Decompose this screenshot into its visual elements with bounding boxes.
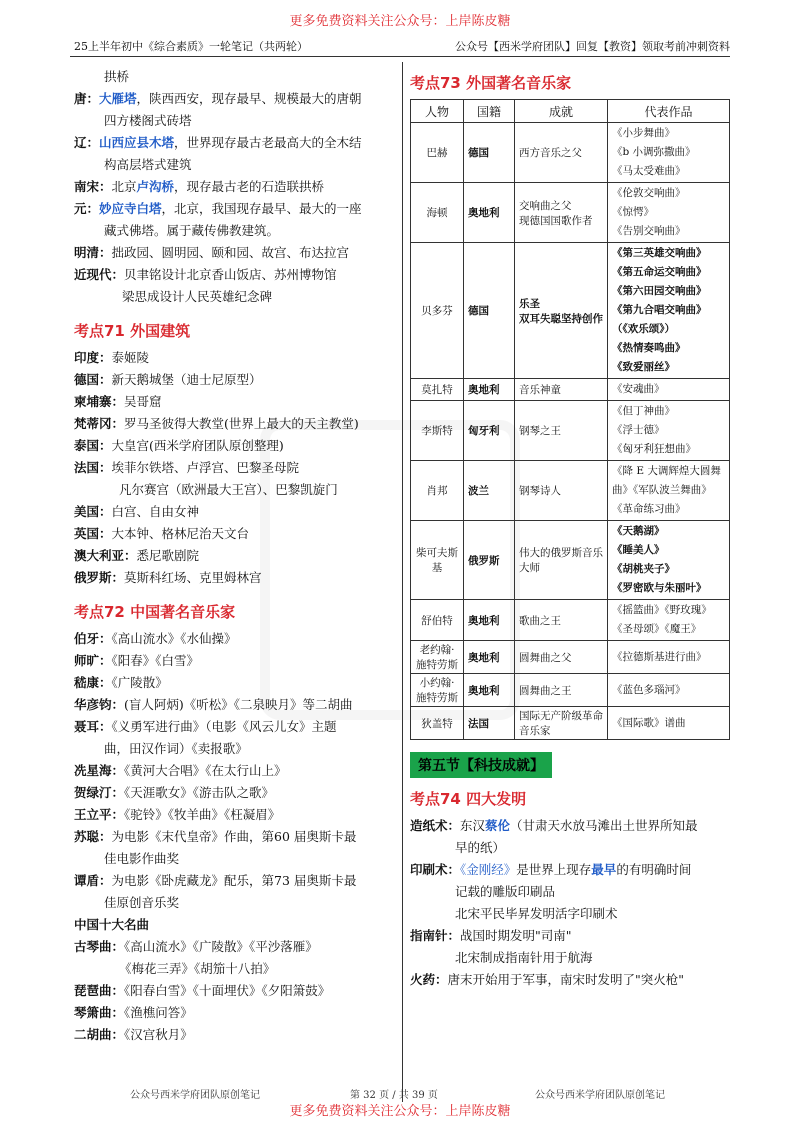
cn-musician-list <box>74 628 394 1046</box>
list-item: 琵琶曲：《阳春白雪》《十面埋伏》《夕阳箫鼓》 <box>74 983 331 998</box>
header-right: 公众号【西米学府团队】回复【教资】领取考前冲刺资料 <box>455 40 730 53</box>
list-item: 泰国：大皇宫(西米学府团队原创整理) <box>74 438 284 453</box>
list-item: 贺绿汀：《天涯歌女》《游击队之歌》 <box>74 785 275 800</box>
powder-entry: 火药：唐末开始用于军事，南宋时发明了"突火枪" <box>410 972 685 987</box>
cell-person: 莫扎特 <box>411 379 464 401</box>
header-left: 25上半年初中《综合素质》一轮笔记（共两轮） <box>74 40 308 53</box>
table-row <box>411 183 730 243</box>
cell-achievement: 乐圣 双耳失聪坚持创作 <box>515 243 608 379</box>
work-title: 《b 小调弥撒曲》 <box>612 146 696 158</box>
list-item: 谭盾：为电影《卧虎藏龙》配乐，第73 届奥斯卡最 <box>74 873 357 888</box>
work-title: 《国际歌》谱曲 <box>612 716 686 729</box>
list-item: 梵蒂冈：罗马圣彼得大教堂(世界上最大的天主教堂) <box>74 416 359 431</box>
list-item: 英国：大本钟、格林尼治天文台 <box>74 526 250 541</box>
work-title: 《革命练习曲》 <box>612 503 686 515</box>
work-title: 曲》《军队波兰舞曲》 <box>612 484 712 496</box>
list-item: 柬埔寨：吴哥窟 <box>74 394 162 409</box>
cell-nationality: 波兰 <box>464 461 515 521</box>
liao-entry: 辽：山西应县木塔，世界现存最古老最高大的全木结 <box>74 135 362 150</box>
left-column <box>74 66 394 1046</box>
cell-person: 狄盖特 <box>411 707 464 740</box>
cell-nationality: 奥地利 <box>464 600 515 641</box>
cell-person: 贝多芬 <box>411 243 464 379</box>
list-item: 冼星海：《黄河大合唱》《在太行山上》 <box>74 763 287 778</box>
cell-person: 李斯特 <box>411 401 464 461</box>
cell-works <box>608 401 730 461</box>
cell-works <box>608 183 730 243</box>
yuan-entry: 元：妙应寺白塔，北京，我国现存最早、最大的一座 <box>74 201 362 216</box>
table-row <box>411 401 730 461</box>
work-title: 《热情奏鸣曲》 <box>612 342 686 354</box>
cell-works <box>608 379 730 401</box>
text-line: 曲，田汉作词）《卖报歌》 <box>104 741 248 756</box>
work-title: 《天鹅湖》 <box>612 525 665 537</box>
work-title: 《致爱丽丝》 <box>612 361 675 373</box>
cell-works <box>608 521 730 600</box>
cell-works <box>608 674 730 707</box>
cell-achievement: 伟大的俄罗斯音乐大师 <box>515 521 608 600</box>
cell-person: 柴可夫斯基 <box>411 521 464 600</box>
work-title: 《第六田园交响曲》 <box>612 285 707 297</box>
work-title: 《第五命运交响曲》 <box>612 266 707 278</box>
kp74-heading: 考点74 四大发明 <box>410 790 527 808</box>
cell-person: 肖邦 <box>411 461 464 521</box>
footer-right: 公众号西米学府团队原创笔记 <box>535 1090 665 1101</box>
text-line: 藏式佛塔。属于藏传佛教建筑。 <box>104 223 280 238</box>
text-line: 凡尔赛宫（欧洲最大王宫）、巴黎凯旋门 <box>119 482 338 497</box>
column-divider <box>402 62 403 1102</box>
cell-achievement: 西方音乐之父 <box>515 123 608 183</box>
text-line: 北宋制成指南针用于航海 <box>455 950 593 965</box>
footer-left: 公众号西米学府团队原创笔记 <box>130 1090 260 1101</box>
bottom-banner: 更多免费资料关注公众号：上岸陈皮糖 <box>289 1104 511 1119</box>
list-item: 印度：泰姬陵 <box>74 350 150 365</box>
col-header: 代表作品 <box>608 100 730 123</box>
cell-nationality: 德国 <box>464 123 515 183</box>
tang-entry: 唐：大雁塔，陕西西安，现存最早、规模最大的唐朝 <box>74 91 362 106</box>
text-line: 四方楼阁式砖塔 <box>104 113 192 128</box>
foreign-arch-list <box>74 347 394 589</box>
list-item: 华彦钧：(盲人阿炳)《听松》《二泉映月》等二胡曲 <box>74 697 353 712</box>
liao-name: 山西应县木塔 <box>99 135 175 150</box>
cell-nationality: 德国 <box>464 243 515 379</box>
print-entry: 印刷术：《金刚经》是世界上现存最早的有明确时间 <box>410 862 692 877</box>
jingangjing-name: 《金刚经》 <box>460 862 517 877</box>
text-line: 构高层塔式建筑 <box>104 157 192 172</box>
table-row <box>411 461 730 521</box>
list-item: 法国：埃菲尔铁塔、卢浮宫、巴黎圣母院 <box>74 460 300 475</box>
nansong-entry: 南宋：北京卢沟桥，现存最古老的石造联拱桥 <box>74 179 325 194</box>
work-title: 《摇篮曲》《野玫瑰》 <box>612 604 712 616</box>
cell-achievement: 歌曲之王 <box>515 600 608 641</box>
cell-achievement: 国际无产阶级革命音乐家 <box>515 707 608 740</box>
table-header-row <box>411 100 730 123</box>
kp71-heading: 考点71 外国建筑 <box>74 322 191 340</box>
nansong-name: 卢沟桥 <box>136 179 175 194</box>
cell-achievement: 钢琴之王 <box>515 401 608 461</box>
work-title: 《匈牙利狂想曲》 <box>612 443 696 455</box>
list-item: 美国：白宫、自由女神 <box>74 504 200 519</box>
work-title: 《浮士德》 <box>612 424 665 436</box>
list-item: 嵇康：《广陵散》 <box>74 675 168 690</box>
cell-achievement: 音乐神童 <box>515 379 608 401</box>
page-number: 第 32 页 / 共 39 页 <box>350 1090 438 1101</box>
work-title: 《罗密欧与朱丽叶》 <box>612 582 707 594</box>
work-title: 《蓝色多瑙河》 <box>612 683 686 696</box>
text-line: 北宋平民毕昇发明活字印刷术 <box>455 906 618 921</box>
kp72-heading: 考点72 中国著名音乐家 <box>74 603 236 621</box>
text-line: 梁思成设计人民英雄纪念碑 <box>122 289 273 304</box>
list-item: 二胡曲：《汉宫秋月》 <box>74 1027 193 1042</box>
work-title: 《但丁神曲》 <box>612 405 675 417</box>
kp73-heading: 考点73 外国著名音乐家 <box>410 74 572 92</box>
work-title: 《降 E 大调辉煌大圆舞 <box>612 465 721 477</box>
cell-achievement: 钢琴诗人 <box>515 461 608 521</box>
work-title: 《第三英雄交响曲》 <box>612 247 707 259</box>
cell-person: 老约翰·施特劳斯 <box>411 641 464 674</box>
cell-nationality: 奥地利 <box>464 183 515 243</box>
cell-nationality: 俄罗斯 <box>464 521 515 600</box>
list-item: 俄罗斯：莫斯科红场、克里姆林宫 <box>74 570 262 585</box>
right-column <box>410 66 730 991</box>
table-row <box>411 243 730 379</box>
list-item: 伯牙：《高山流水》《水仙操》 <box>74 631 237 646</box>
work-title: 《第九合唱交响曲》 <box>612 304 707 316</box>
work-title: 《伦敦交响曲》 <box>612 187 686 199</box>
work-title: 《拉德斯基进行曲》 <box>612 650 707 663</box>
cell-nationality: 奥地利 <box>464 641 515 674</box>
header-rule <box>70 56 730 57</box>
top-banner: 更多免费资料关注公众号：上岸陈皮糖 <box>289 14 511 29</box>
col-header: 人物 <box>411 100 464 123</box>
table-row <box>411 707 730 740</box>
text-line: 记载的雕版印刷品 <box>455 884 556 899</box>
list-item: 古琴曲：《高山流水》《广陵散》《平沙落雁》 <box>74 939 318 954</box>
list-item: 苏聪：为电影《末代皇帝》作曲，第60 届奥斯卡最 <box>74 829 357 844</box>
list-item: 琴箫曲：《渔樵问答》 <box>74 1005 193 1020</box>
cell-person: 巴赫 <box>411 123 464 183</box>
cell-nationality: 匈牙利 <box>464 401 515 461</box>
list-item: 澳大利亚：悉尼歌剧院 <box>74 548 200 563</box>
cell-achievement: 交响曲之父 现德国国歌作者 <box>515 183 608 243</box>
work-title: 《马太受难曲》 <box>612 165 686 177</box>
table-row <box>411 521 730 600</box>
work-title: 《圣母颂》《魔王》 <box>612 623 702 635</box>
cell-nationality: 奥地利 <box>464 379 515 401</box>
earliest-emphasis: 最早 <box>591 862 617 877</box>
cell-works <box>608 243 730 379</box>
cell-achievement: 圆舞曲之父 <box>515 641 608 674</box>
col-header: 成就 <box>515 100 608 123</box>
cailun-name: 蔡伦 <box>485 818 511 833</box>
table-row <box>411 379 730 401</box>
cell-achievement: 圆舞曲之王 <box>515 674 608 707</box>
work-title: 《睡美人》 <box>612 544 665 556</box>
list-item: 王立平：《驼铃》《牧羊曲》《枉凝眉》 <box>74 807 281 822</box>
work-title: 《告别交响曲》 <box>612 225 686 237</box>
section5-heading: 第五节【科技成就】 <box>410 752 552 778</box>
list-item: 德国：新天鹅城堡（迪士尼原型） <box>74 372 262 387</box>
cell-works <box>608 707 730 740</box>
list-item: 聂耳：《义勇军进行曲》（电影《风云儿女》主题 <box>74 719 337 734</box>
table-body <box>411 123 730 740</box>
paper-entry: 造纸术：东汉蔡伦（甘肃天水放马滩出土世界所知最 <box>410 818 698 833</box>
text-line: 佳电影作曲奖 <box>104 851 180 866</box>
cell-works <box>608 600 730 641</box>
work-title: 《小步舞曲》 <box>612 127 675 139</box>
cell-works <box>608 461 730 521</box>
table-row <box>411 600 730 641</box>
yuan-name: 妙应寺白塔 <box>99 201 162 216</box>
table-row <box>411 123 730 183</box>
cell-nationality: 法国 <box>464 707 515 740</box>
text-line: 佳原创音乐奖 <box>104 895 180 910</box>
cell-works <box>608 641 730 674</box>
text-line: 拱桥 <box>104 69 130 84</box>
compass-entry: 指南针：战国时期发明"司南" <box>410 928 572 943</box>
text-line: 《梅花三弄》《胡笳十八拍》 <box>119 961 276 976</box>
mingqing-entry: 明清：拙政园、圆明园、颐和园、故宫、布达拉宫 <box>74 245 350 260</box>
jinxian-entry: 近现代：贝聿铭设计北京香山饭店、苏州博物馆 <box>74 267 337 282</box>
work-title: 《惊愕》 <box>612 206 654 218</box>
cell-person: 舒伯特 <box>411 600 464 641</box>
work-title: 《安魂曲》 <box>612 383 665 395</box>
cell-works <box>608 123 730 183</box>
table-row <box>411 641 730 674</box>
cell-nationality: 奥地利 <box>464 674 515 707</box>
musician-table <box>410 99 730 740</box>
col-header: 国籍 <box>464 100 515 123</box>
cell-person: 小约翰·施特劳斯 <box>411 674 464 707</box>
top10-title: 中国十大名曲 <box>74 917 150 932</box>
work-title: （《欢乐颂》） <box>612 323 675 335</box>
text-line: 早的纸） <box>455 840 506 855</box>
list-item: 师旷：《阳春》《白雪》 <box>74 653 200 668</box>
cell-person: 海顿 <box>411 183 464 243</box>
tang-name: 大雁塔 <box>99 91 137 106</box>
table-row <box>411 674 730 707</box>
work-title: 《胡桃夹子》 <box>612 563 675 575</box>
